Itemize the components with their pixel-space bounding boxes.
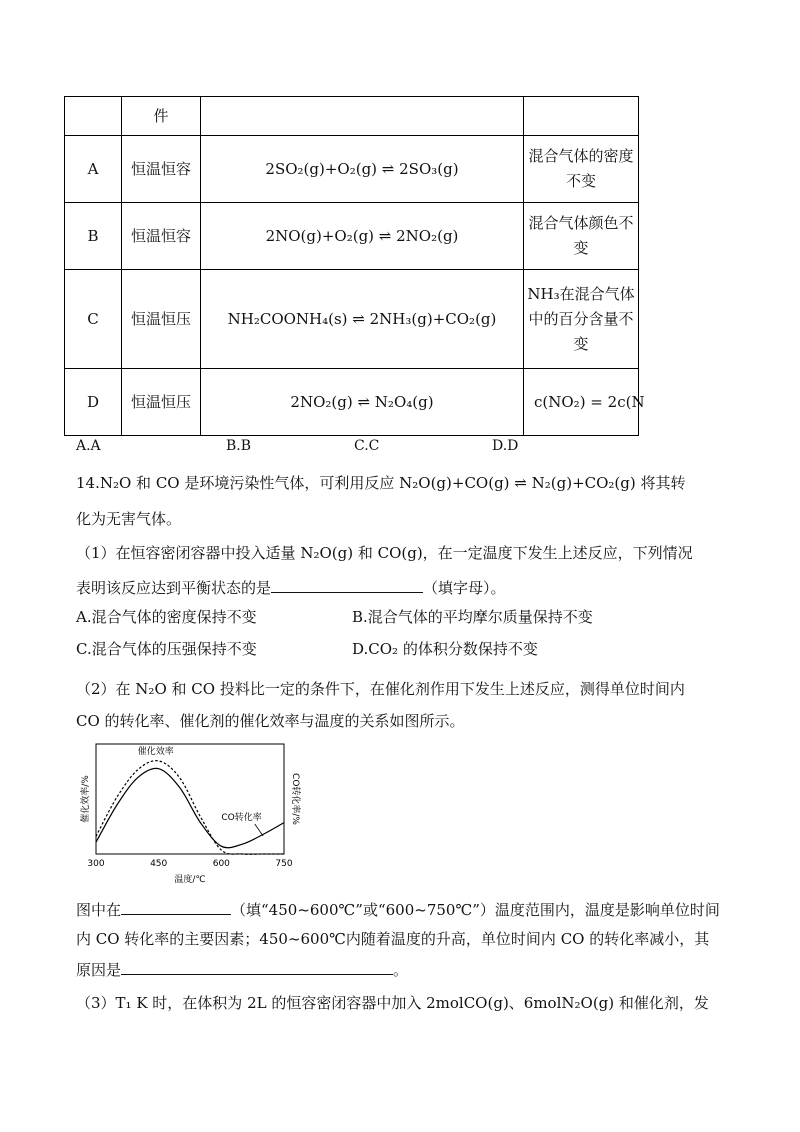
plot-frame [96, 744, 284, 854]
series-line-efficiency [96, 761, 284, 855]
option-d-text: D.CO₂ 的体积分数保持不变 [352, 640, 538, 658]
q14-part2-line2: CO 的转化率、催化剂的催化效率与温度的关系如图所示。 [76, 712, 465, 730]
table-row [65, 136, 639, 203]
q14-stem-line1: 14.N₂O 和 CO 是环境污染性气体，可利用反应 N₂O(g)+CO(g) ⇌ N₂(g)+CO₂(g) 将其转 [76, 474, 686, 492]
option-c-text: C.混合气体的压强保持不变 [76, 640, 257, 658]
table-row [65, 97, 639, 136]
choice-d[interactable]: D.D [492, 438, 519, 454]
x-tick-label: 600 [212, 859, 230, 869]
equation-cell: 2SO₂(g)+O₂(g) ⇌ 2SO₃(g) [201, 136, 524, 203]
criterion-cell: NH₃在混合气体中的百分含量不变 [524, 270, 639, 369]
choice-c[interactable]: C.C [354, 438, 380, 454]
condition-cell: 恒温恒压 [122, 270, 201, 369]
series-label-co-conversion: CO转化率 [221, 813, 262, 823]
option-label: B [65, 203, 122, 270]
condition-cell: 恒温恒容 [122, 203, 201, 270]
q14-part2-line4: 内 CO 转化率的主要因素；450~600℃内随着温度的升高，单位时间内 CO 的转化率减小，其 [76, 930, 710, 948]
choice-a[interactable]: A.A [76, 438, 101, 454]
temperature-chart [78, 738, 298, 888]
plot-series [96, 761, 284, 855]
equation-cell: 2NO₂(g) ⇌ N₂O₄(g) [201, 369, 524, 436]
y-axis-label-left: 催化效率/% [81, 775, 91, 823]
table-row [65, 270, 639, 369]
series-line-co-conversion [96, 768, 284, 847]
option-label: D [65, 369, 122, 436]
series-label-efficiency: 催化效率 [137, 747, 174, 757]
option-label: A [65, 136, 122, 203]
condition-cell: 恒温恒容 [122, 136, 201, 203]
series-label-pointer [255, 824, 263, 836]
criterion-cell: 混合气体颜色不变 [524, 203, 639, 270]
criterion-cell: c(NO₂) = 2c(N [524, 369, 639, 436]
equation-cell: NH₂COONH₄(s) ⇌ 2NH₃(g)+CO₂(g) [201, 270, 524, 369]
q14-part1-line1: （1）在恒容密闭容器中投入适量 N₂O(g) 和 CO(g)，在一定温度下发生上述反应，下列情况 [76, 544, 693, 562]
x-tick-label: 450 [150, 859, 168, 869]
x-axis-label: 温度/℃ [174, 875, 206, 885]
q14-part2-line5: 原因是 。 [76, 958, 408, 981]
answer-blank-2[interactable] [121, 898, 231, 915]
q14-part3-line1: （3）T₁ K 时，在体积为 2L 的恒容密闭容器中加入 2molCO(g)、6molN₂O(g) 和催化剂，发 [76, 994, 709, 1012]
question-13-table [64, 96, 645, 436]
answer-blank-1[interactable] [271, 576, 423, 593]
x-tick-label: 750 [275, 859, 293, 869]
plot-ticks [87, 859, 292, 869]
option-b-text: B.混合气体的平均摩尔质量保持不变 [352, 608, 593, 626]
answer-blank-3[interactable] [121, 958, 393, 975]
table-row [65, 369, 639, 436]
choice-b[interactable]: B.B [226, 438, 252, 454]
equation-cell: 2NO(g)+O₂(g) ⇌ 2NO₂(g) [201, 203, 524, 270]
q14-part2-line3: 图中在 （填“450~600℃”或“600~750℃”）温度范围内，温度是影响单位时间 [76, 898, 720, 921]
option-a-text: A.混合气体的密度保持不变 [76, 608, 257, 626]
criterion-cell: 混合气体的密度不变 [524, 136, 639, 203]
y-axis-label-right: CO转化率/% [290, 773, 300, 825]
condition-cell: 恒温恒压 [122, 369, 201, 436]
header-condition-cell: 件 [122, 97, 201, 136]
option-label: C [65, 270, 122, 369]
table-row [65, 203, 639, 270]
q14-part2-line1: （2）在 N₂O 和 CO 投料比一定的条件下，在催化剂作用下发生上述反应，测得单位时间内 [76, 680, 685, 698]
x-tick-label: 300 [87, 859, 105, 869]
q14-stem-line2: 化为无害气体。 [76, 510, 182, 528]
q14-part1-line2: 表明该反应达到平衡状态的是 （填字母）。 [76, 576, 506, 599]
